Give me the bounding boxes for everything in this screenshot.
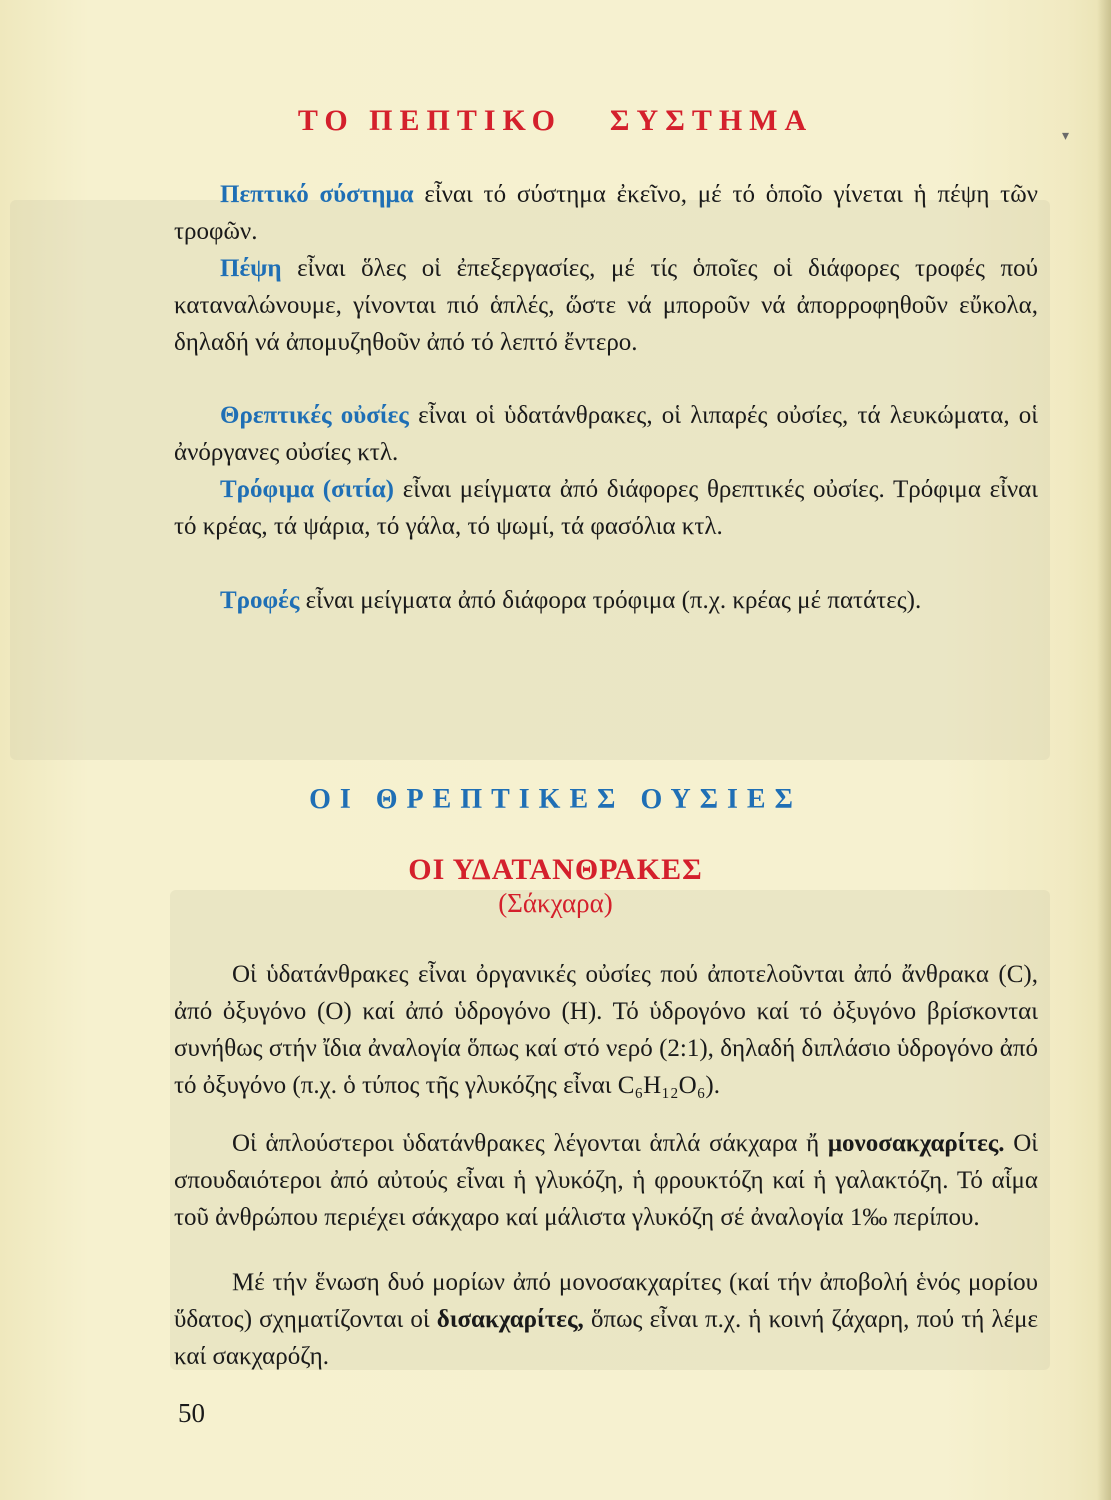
section-title-digestive-system [0,104,1111,138]
subsection-title-carbohydrates: ΟΙ ΥΔΑΤΑΝΘΡΑΚΕΣ [408,853,703,886]
definition-text: εἶναι ὅλες οἱ ἐπεξεργασίες, μέ τίς ὁποῖες οἱ διάφορες τροφές πού καταναλώνουμε, γίνονται πιό ἁπλές, ὥστε νά μποροῦν νά ἀπορροφηθοῦν εὔκολα, δηλαδή νά ἀπομυζηθοῦν ἀπό τό λεπτό ἔντερο. [174,255,1038,356]
paragraph-disaccharides [174,1264,1038,1375]
title-part-2: ΣΥΣΤΗΜΑ [609,104,814,137]
term-digestion: Πέψη [220,255,282,282]
paragraph-carbohydrates-composition [174,956,1038,1104]
definition-text: εἶναι τό σύστημα ἐκεῖνο, μέ τό ὁποῖο γίνεται ἡ πέψη τῶν τροφῶν. [174,181,1038,245]
print-mark: ▾ [1061,129,1069,144]
term-nutrients: Θρεπτικές οὐσίες [220,402,409,429]
definition-foods [174,582,1038,619]
page-spine-shadow [1097,0,1111,1500]
subsection-subtitle-sugars: (Σάκχαρα) [498,888,613,918]
definition-text: εἶναι μείγματα ἀπό διάφορα τρόφιμα (π.χ. κρέας μέ πατάτες). [299,587,922,614]
section-title-nutrients: ΟΙ ΘΡΕΠΤΙΚΕΣ ΟΥΣΙΕΣ [309,784,802,815]
term-digestive-system: Πεπτικό σύστημα [220,181,414,208]
term-foods: Τροφές [220,587,300,614]
definition-nutrients [174,397,1038,471]
term-disaccharides: δισακχαρίτες, [436,1306,584,1333]
paragraph-monosaccharides [174,1125,1038,1236]
term-monosaccharides: μονοσακχαρίτες. [827,1130,1005,1157]
title-part-1: ΤΟ ΠΕΠΤΙΚΟ [297,104,562,137]
paragraph-text: ὅπως εἶναι π.χ. ἡ κοινή ζάχαρη, πού τή λέμε καί σακχαρόζη. [174,1306,1039,1370]
definition-digestion [174,250,1038,361]
paragraph-text: Οἱ ὑδατάνθρακες εἶναι ὀργανικές οὐσίες πού ἀποτελοῦνται ἀπό ἄνθρακα (C), ἀπό ὀξυγόνο (O) καί ἀπό ὑδρογόνο (H). Τό ὑδρογόνο καί τό ὀξυγόνο βρίσκονται συνήθως στήν ἴδια ἀναλογία ὅπως καί στό νερό (2:1), δηλαδή διπλάσιο ὑδρογόνο ἀπό τό ὀξυγόνο (π.χ. ὁ τύπος τῆς γλυκόζης εἶναι C₆H₁₂O₆). [174,961,1038,1099]
paragraph-text: Οἱ ἁπλούστεροι ὑδατάνθρακες λέγονται ἁπλά σάκχαρα ἤ [232,1130,828,1157]
definition-foodstuffs [174,471,1038,545]
page-number: 50 [178,1398,205,1428]
definition-text: εἶναι οἱ ὑδατάνθρακες, οἱ λιπαρές οὐσίες, τά λευκώματα, οἱ ἀνόργανες οὐσίες κτλ. [174,402,1039,466]
definition-text: εἶναι μείγματα ἀπό διάφορες θρεπτικές οὐσίες. Τρόφιμα εἶναι τό κρέας, τά ψάρια, τό γάλα, τό ψωμί, τά φασόλια κτλ. [174,476,1039,540]
definition-digestive-system [174,176,1038,250]
paragraph-text: Μέ τήν ἕνωση δυό μορίων ἀπό μονοσακχαρίτες (καί τήν ἀποβολή ἑνός μορίου ὕδατος) σχηματίζονται οἱ [174,1269,1038,1333]
term-foodstuffs: Τρόφιμα (σιτία) [220,476,394,503]
paragraph-text: Οἱ σπουδαιότεροι ἀπό αὐτούς εἶναι ἡ γλυκόζη, ἡ φρουκτόζη καί ἡ γαλακτόζη. Τό αἷμα τοῦ ἀνθρώπου περιέχει σάκχαρο καί μάλιστα γλυκόζη σέ ἀναλογία 1‰ περίπου. [174,1130,1039,1231]
